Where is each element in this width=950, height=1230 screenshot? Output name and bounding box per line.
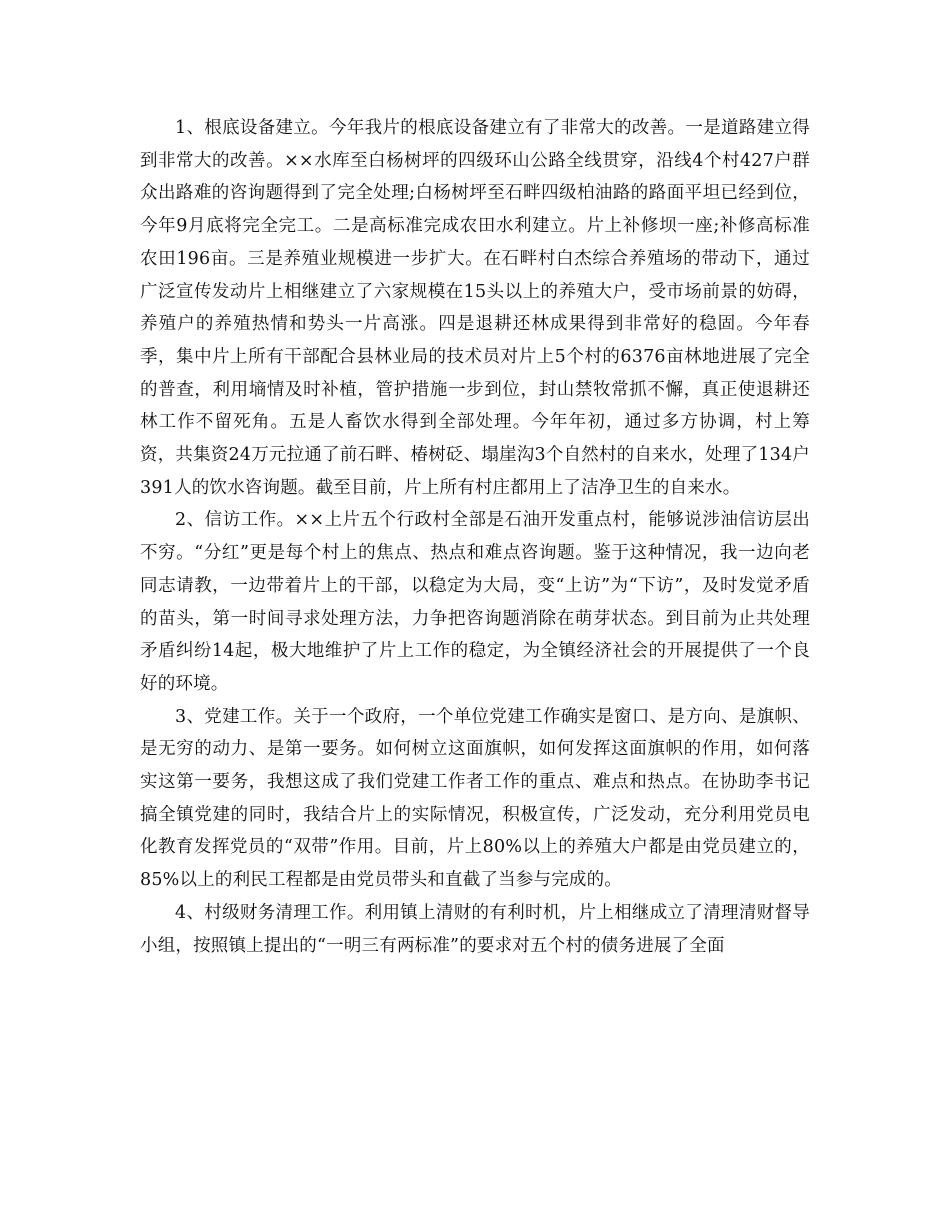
document-body bbox=[140, 112, 810, 962]
paragraph-infrastructure: 1、根底设备建立。今年我片的根底设备建立有了非常大的改善。一是道路建立得到非常大的改善。××水库至白杨树坪的四级环山公路全线贯穿，沿线4个村427户群众出路难的咨询题得到了完全处理;白杨树坪至石畔四级柏油路的路面平坦已经到位，今年9月底将完全完工。二是高标准完成农田水利建立。片上补修坝一座;补修高标准农田196亩。三是养殖业规模进一步扩大。在石畔村白杰综合养殖场的带动下，通过广泛宣传发动片上相继建立了六家规模在15头以上的养殖大户，受市场前景的妨碍，养殖户的养殖热情和势头一片高涨。四是退耕还林成果得到非常好的稳固。今年春季，集中片上所有干部配合县林业局的技术员对片上5个村的6376亩林地进展了完全的普查，利用墒情及时补植，管护措施一步到位，封山禁牧常抓不懈，真正使退耕还林工作不留死角。五是人畜饮水得到全部处理。今年年初，通过多方协调，村上筹资，共集资24万元拉通了前石畔、椿树砭、塌崖沟3个自然村的自来水，处理了134户391人的饮水咨询题。截至目前，片上所有村庄都用上了洁净卫生的自来水。 bbox=[140, 118, 810, 498]
paragraph-village-finance: 4、村级财务清理工作。利用镇上清财的有利时机，片上相继成立了清理清财督导小组，按照镇上提出的“一明三有两标准”的要求对五个村的债务进展了全面 bbox=[140, 902, 810, 956]
paragraph-party-building: 3、党建工作。关于一个政府，一个单位党建工作确实是窗口、是方向、是旗帜、是无穷的动力、是第一要务。如何树立这面旗帜，如何发挥这面旗帜的作用，如何落实这第一要务，我想这成了我们党建工作者工作的重点、难点和热点。在协助李书记搞全镇党建的同时，我结合片上的实际情况，积极宣传，广泛发动，充分利用党员电化教育发挥党员的“双带”作用。目前，片上80%以上的养殖大户都是由党员建立的，85%以上的利民工程都是由党员带头和直截了当参与完成的。 bbox=[140, 706, 810, 891]
paragraph-petition-work: 2、信访工作。××上片五个行政村全部是石油开发重点村，能够说涉油信访层出不穷。“分红”更是每个村上的焦点、热点和难点咨询题。鉴于这种情况，我一边向老同志请教，一边带着片上的干部，以稳定为大局，变“上访”为“下访”，及时发觉矛盾的苗头，第一时间寻求处理方法，力争把咨询题消除在萌芽状态。到目前为止共处理矛盾纠纷14起，极大地维护了片上工作的稳定，为全镇经济社会的开展提供了一个良好的环境。 bbox=[140, 510, 810, 694]
